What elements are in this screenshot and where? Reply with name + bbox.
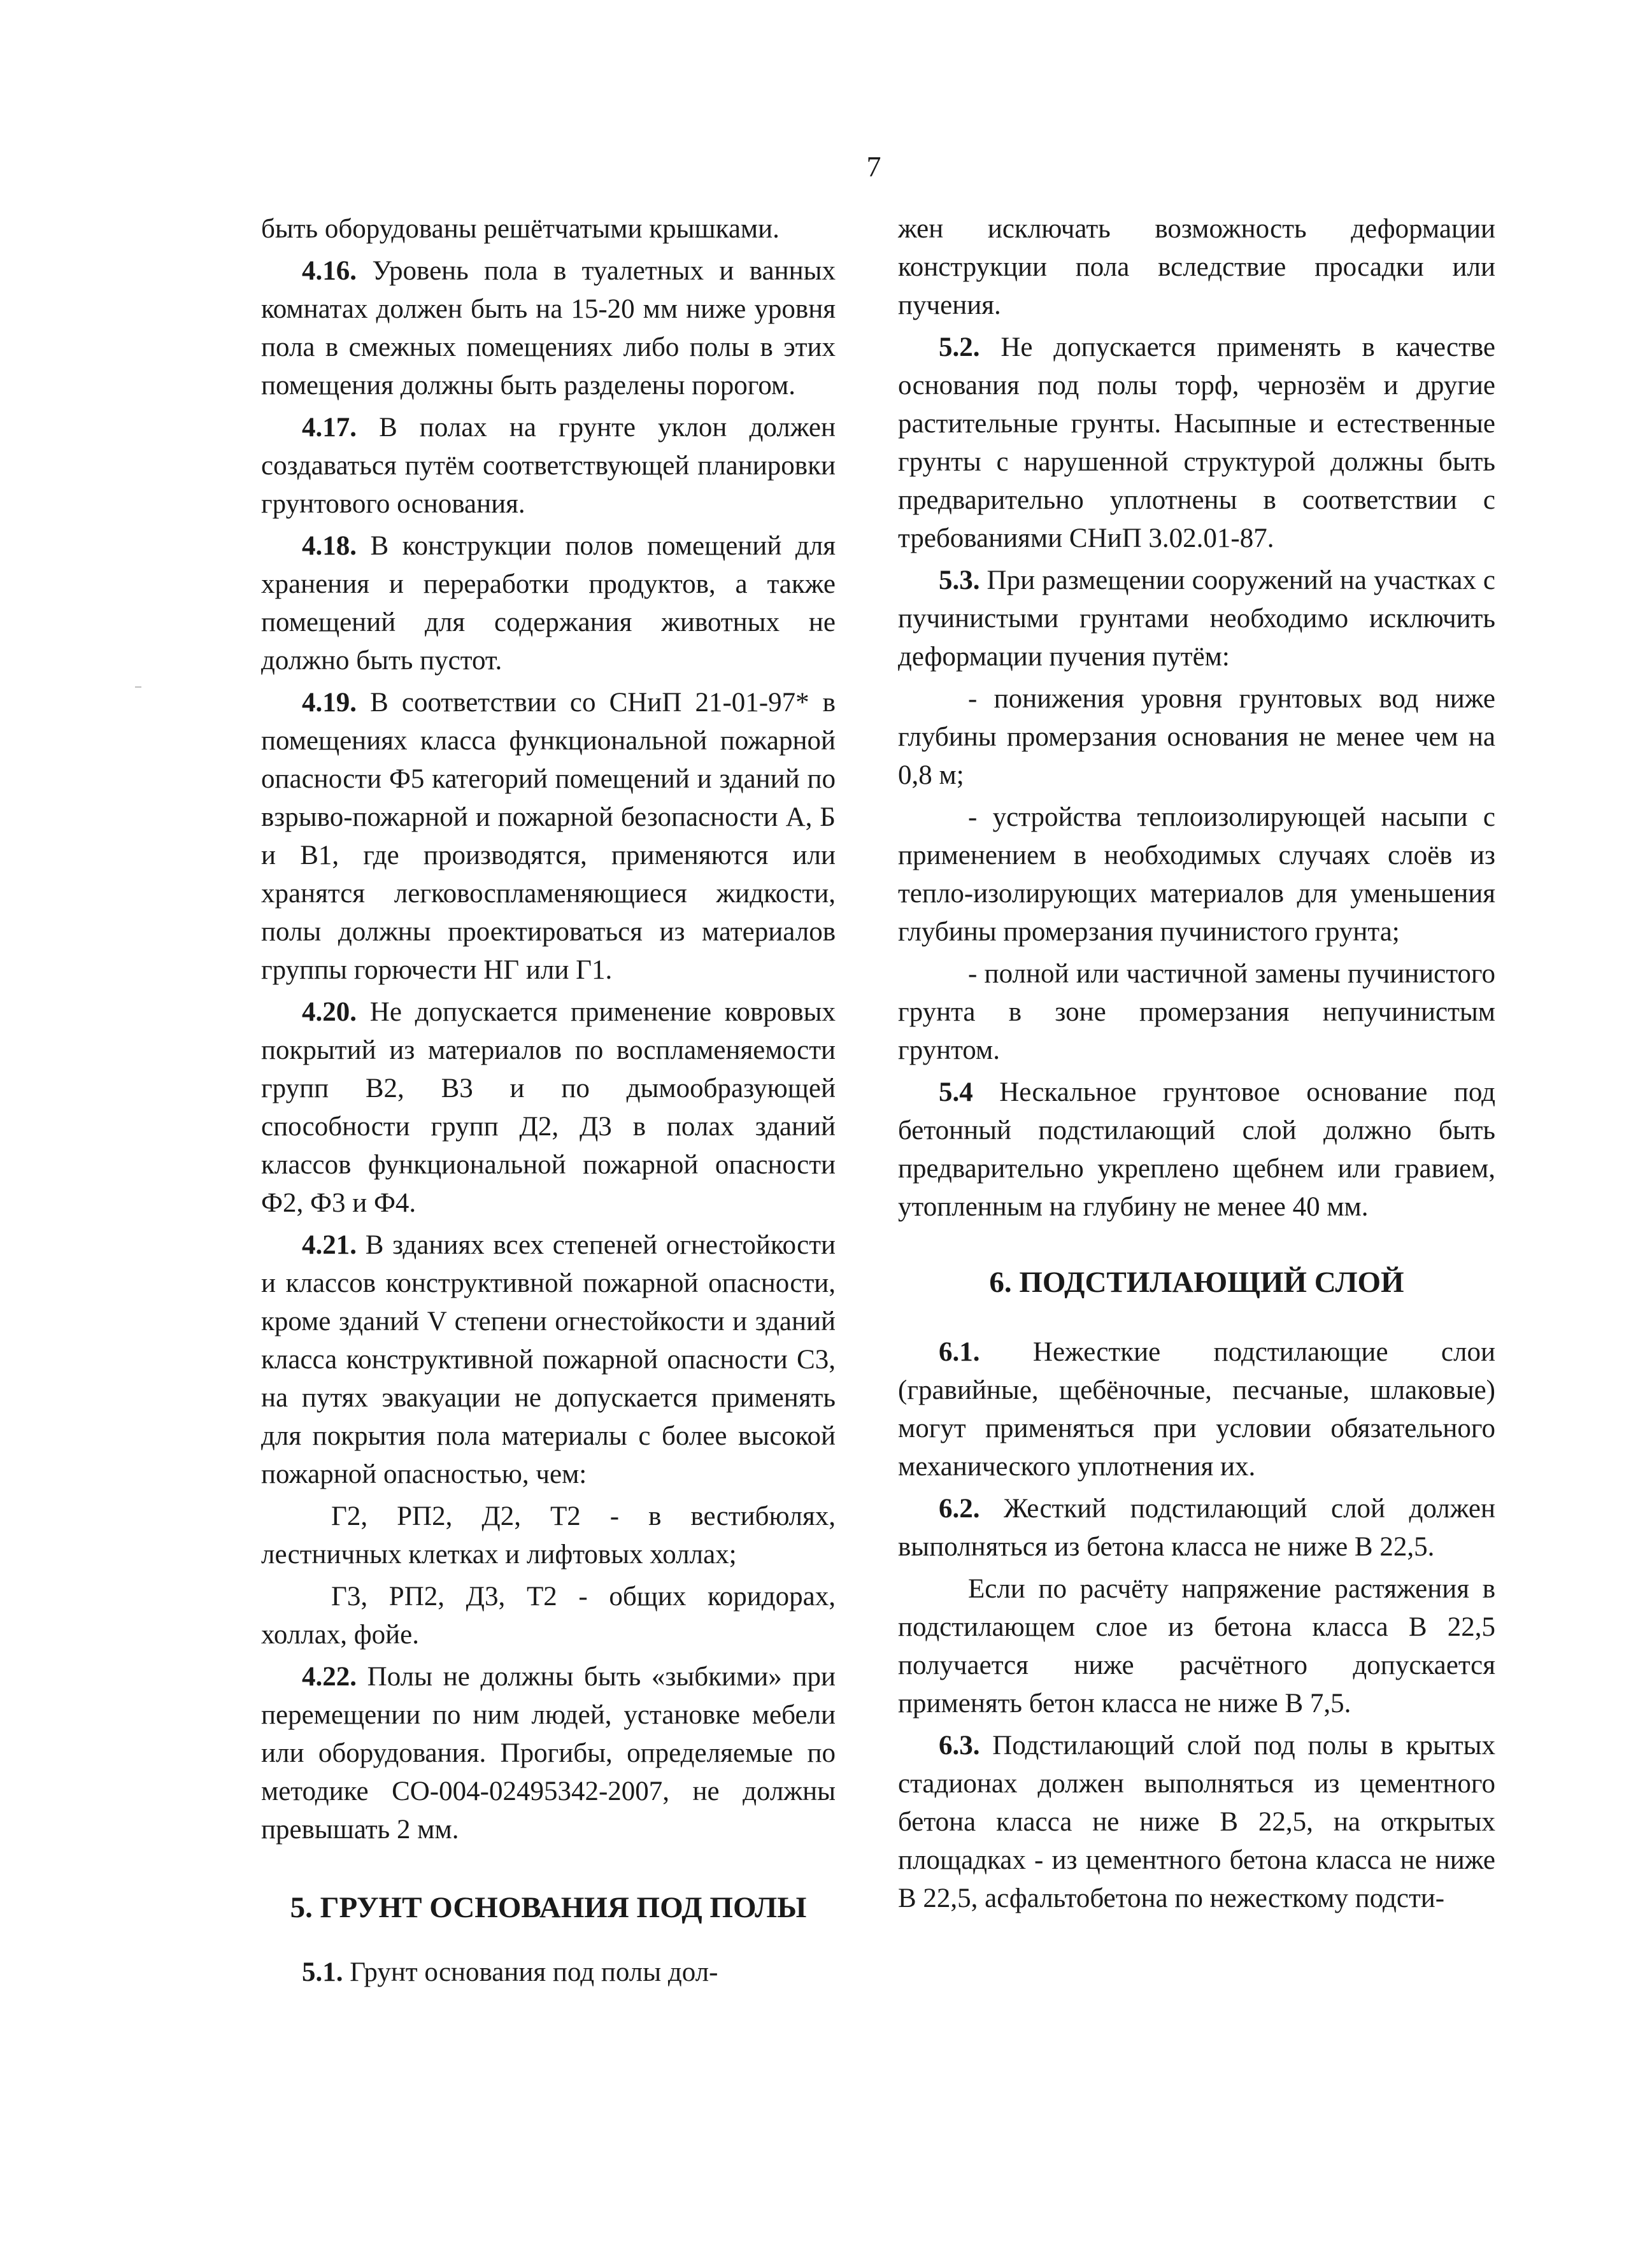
clause-5-2 — [898, 329, 1495, 558]
clause-4-22 — [261, 1658, 836, 1849]
section-heading-6: 6. ПОДСТИЛАЮЩИЙ СЛОЙ — [989, 1266, 1404, 1299]
clause-text: Грунт основания под полы дол- — [343, 1957, 718, 1987]
clause-text: Подстилающий слой под полы в крытых стадионах должен выполняться из цементного бетона класса не ниже В 22,5, на открытых площадках - из цементного бетона класса не ниже В 22,5, асфальтобетона по нежесткому подсти- — [898, 1731, 1495, 1913]
clause-4-21 — [261, 1226, 836, 1494]
scan-speck — [135, 686, 141, 688]
clause-text: Нежесткие подстилающие слои (гравийные, щебёночные, песчаные, шлаковые) могут применяться при условии обязательного механического уплотнения их. — [898, 1337, 1495, 1482]
clause-4-19 — [261, 684, 836, 989]
clause-number: 4.21. — [302, 1230, 357, 1260]
clause-text: При размещении сооружений на участках с пучинистыми грунтами необходимо исключить деформации пучения путём: — [898, 565, 1495, 672]
clause-number: 4.17. — [302, 413, 357, 443]
clause-text: Полы не должны быть «зыбкими» при перемещении по ним людей, установке мебели или оборудования. Прогибы, определяемые по методике СО-004-02495342-2007, не должны превышать 2 мм. — [261, 1662, 836, 1845]
clause-4-20 — [261, 993, 836, 1223]
clause-4-18 — [261, 527, 836, 680]
clause-number: 6.3. — [939, 1731, 980, 1761]
clause-4-17 — [261, 409, 836, 523]
clause-6-3 — [898, 1727, 1495, 1918]
clause-text: Уровень пола в туалетных и ванных комнатах должен быть на 15-20 мм ниже уровня пола в смежных помещениях либо полы в этих помещения должны быть разделены порогом. — [261, 256, 836, 400]
clause-5-1 — [261, 1953, 836, 1992]
clause-text: Не допускается применять в качестве основания под полы торф, чернозём и другие растительные грунты. Насыпные и естественные грунты с нарушенной структурой должны быть предварительно уплотнены в соответствии с требованиями СНиП 3.02.01-87. — [898, 332, 1495, 553]
clause-number: 4.19. — [302, 688, 357, 718]
list-item: - понижения уровня грунтовых вод ниже глубины промерзания основания не менее чем на 0,8 м; — [898, 684, 1495, 790]
paragraph: жен исключать возможность деформации конструкции пола вследствие просадки или пучения. — [898, 214, 1495, 320]
clause-text: Нескальное грунтовое основание под бетонный подстилающий слой должно быть предварительно укреплено щебнем или гравием, утопленным на глубину не менее 40 мм. — [898, 1077, 1495, 1222]
list-item: - полной или частичной замены пучинистого грунта в зоне промерзания непучинистым грунтом. — [898, 959, 1495, 1065]
clause-4-16 — [261, 252, 836, 405]
paragraph: быть оборудованы решётчатыми крышками. — [261, 214, 780, 244]
clause-number: 4.22. — [302, 1662, 357, 1692]
list-item: - устройства теплоизолирующей насыпи с применением в необходимых случаях слоёв из тепло-изолирующих материалов для уменьшения глубины промерзания пучинистого грунта; — [898, 802, 1495, 947]
paragraph: Если по расчёту напряжение растяжения в подстилающем слое из бетона класса В 22,5 получается ниже расчётного допускается применять бетон класса не ниже В 7,5. — [898, 1574, 1495, 1719]
page-number: 7 — [866, 150, 881, 183]
clause-number: 5.1. — [302, 1957, 343, 1987]
clause-text: В конструкции полов помещений для хранения и переработки продуктов, а также помещений для содержания животных не должно быть пустот. — [261, 531, 836, 676]
clause-number: 5.2. — [939, 332, 980, 362]
list-item: Г3, РП2, Д3, Т2 - общих коридорах, холлах, фойе. — [261, 1582, 836, 1650]
clause-text: Жесткий подстилающий слой должен выполняться из бетона класса не ниже В 22,5. — [898, 1494, 1495, 1562]
clause-number: 6.1. — [939, 1337, 980, 1367]
clause-text: В соответствии со СНиП 21-01-97* в помещениях класса функциональной пожарной опасности Ф5 категорий помещений и зданий по взрыво-пожарной и пожарной безопасности А, Б и В1, где производятся, применяются или хранятся легковоспламеняющиеся жидкости, полы должны проектироваться из материалов группы горючести НГ или Г1. — [261, 688, 836, 985]
clause-5-4 — [898, 1074, 1495, 1226]
right-column — [898, 210, 1495, 1922]
clause-number: 6.2. — [939, 1494, 980, 1524]
clause-number: 5.4 — [939, 1077, 973, 1107]
clause-text: В полах на грунте уклон должен создаваться путём соответствующей планировки грунтового основания. — [261, 413, 836, 519]
clause-number: 4.18. — [302, 531, 357, 561]
clause-number: 5.3. — [939, 565, 980, 595]
clause-text: В зданиях всех степеней огнестойкости и классов конструктивной пожарной опасности, кроме зданий V степени огнестойкости и зданий класса конструктивной пожарной опасности С3, на путях эвакуации не допускается применять для покрытия пола материалы с более высокой пожарной опасностью, чем: — [261, 1230, 836, 1489]
section-heading-5: 5. ГРУНТ ОСНОВАНИЯ ПОД ПОЛЫ — [290, 1891, 807, 1924]
clause-text: Не допускается применение ковровых покрытий из материалов по воспламеняемости групп В2, В3 и по дымообразующей способности групп Д2, Д3 в полах зданий классов функциональной пожарной опасности Ф2, Ф3 и Ф4. — [261, 997, 836, 1218]
clause-5-3 — [898, 562, 1495, 676]
list-item: Г2, РП2, Д2, Т2 - в вестибюлях, лестничных клетках и лифтовых холлах; — [261, 1501, 836, 1570]
clause-number: 4.20. — [302, 997, 357, 1027]
clause-number: 4.16. — [302, 256, 357, 286]
clause-6-2 — [898, 1490, 1495, 1566]
clause-6-1 — [898, 1333, 1495, 1486]
left-column — [261, 210, 836, 1995]
